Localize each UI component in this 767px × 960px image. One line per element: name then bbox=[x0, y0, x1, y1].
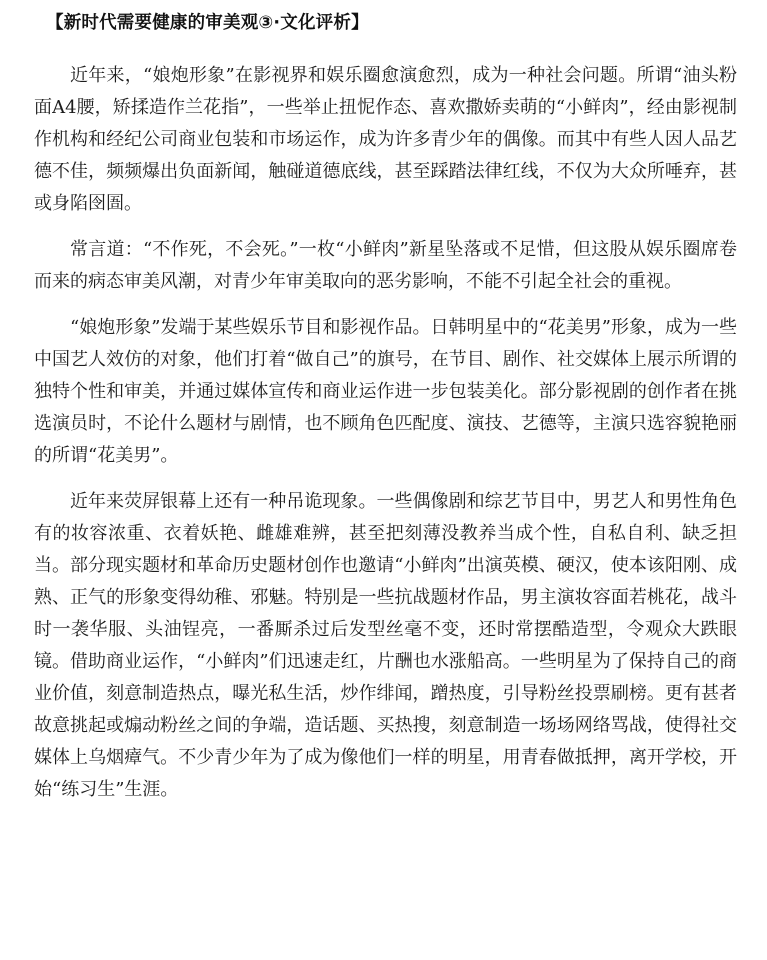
paragraph-1: 近年来，“娘炮形象”在影视界和娱乐圈愈演愈烈，成为一种社会问题。所谓“油头粉面A4腰，矫揉造作兰花指”，一些举止扭怩作态、喜欢撒娇卖萌的“小鲜肉”，经由影视制作机构和经纪公司商业包装和市场运作，成为许多青少年的偶像。而其中有些人因人品艺德不佳，频频爆出负面新闻，触碰道德底线，甚至踩踏法律红线，不仅为大众所唾弃，甚或身陷囹圄。 bbox=[34, 65, 737, 214]
article-title: 【新时代需要健康的审美观③·文化评析】 bbox=[46, 13, 369, 33]
paragraph-2: 常言道：“不作死，不会死。”一枚“小鲜肉”新星坠落或不足惜，但这股从娱乐圈席卷而来的病态审美风潮，对青少年审美取向的恶劣影响，不能不引起全社会的重视。 bbox=[34, 239, 737, 292]
paragraph-4: 近年来荧屏银幕上还有一种吊诡现象。一些偶像剧和综艺节目中，男艺人和男性角色有的妆容浓重、衣着妖艳、雌雄难辨，甚至把刻薄没教养当成个性，自私自利、缺乏担当。部分现实题材和革命历史题材创作也邀请“小鲜肉”出演英模、硬汉，使本该阳刚、成熟、正气的形象变得幼稚、邪魅。特别是一些抗战题材作品，男主演妆容面若桃花，战斗时一袭华服、头油锃亮，一番厮杀过后发型丝毫不变，还时常摆酷造型，令观众大跌眼镜。借助商业运作，“小鲜肉”们迅速走红，片酬也水涨船高。一些明星为了保持自己的商业价值，刻意制造热点，曝光私生活，炒作绯闻，蹭热度，引导粉丝投票刷榜。更有甚者故意挑起或煽动粉丝之间的争端，造话题、买热搜，刻意制造一场场网络骂战，使得社交媒体上乌烟瘴气。不少青少年为了成为像他们一样的明星，用青春做抵押，离开学校，开始“练习生”生涯。 bbox=[34, 491, 737, 800]
paragraph-3: “娘炮形象”发端于某些娱乐节目和影视作品。日韩明星中的“花美男”形象，成为一些中国艺人效仿的对象，他们打着“做自己”的旗号，在节目、剧作、社交媒体上展示所谓的独特个性和审美，并通过媒体宣传和商业运作进一步包装美化。部分影视剧的创作者在挑选演员时，不论什么题材与剧情，也不顾角色匹配度、演技、艺德等，主演只选容貌艳丽的所谓“花美男”。 bbox=[34, 317, 737, 466]
